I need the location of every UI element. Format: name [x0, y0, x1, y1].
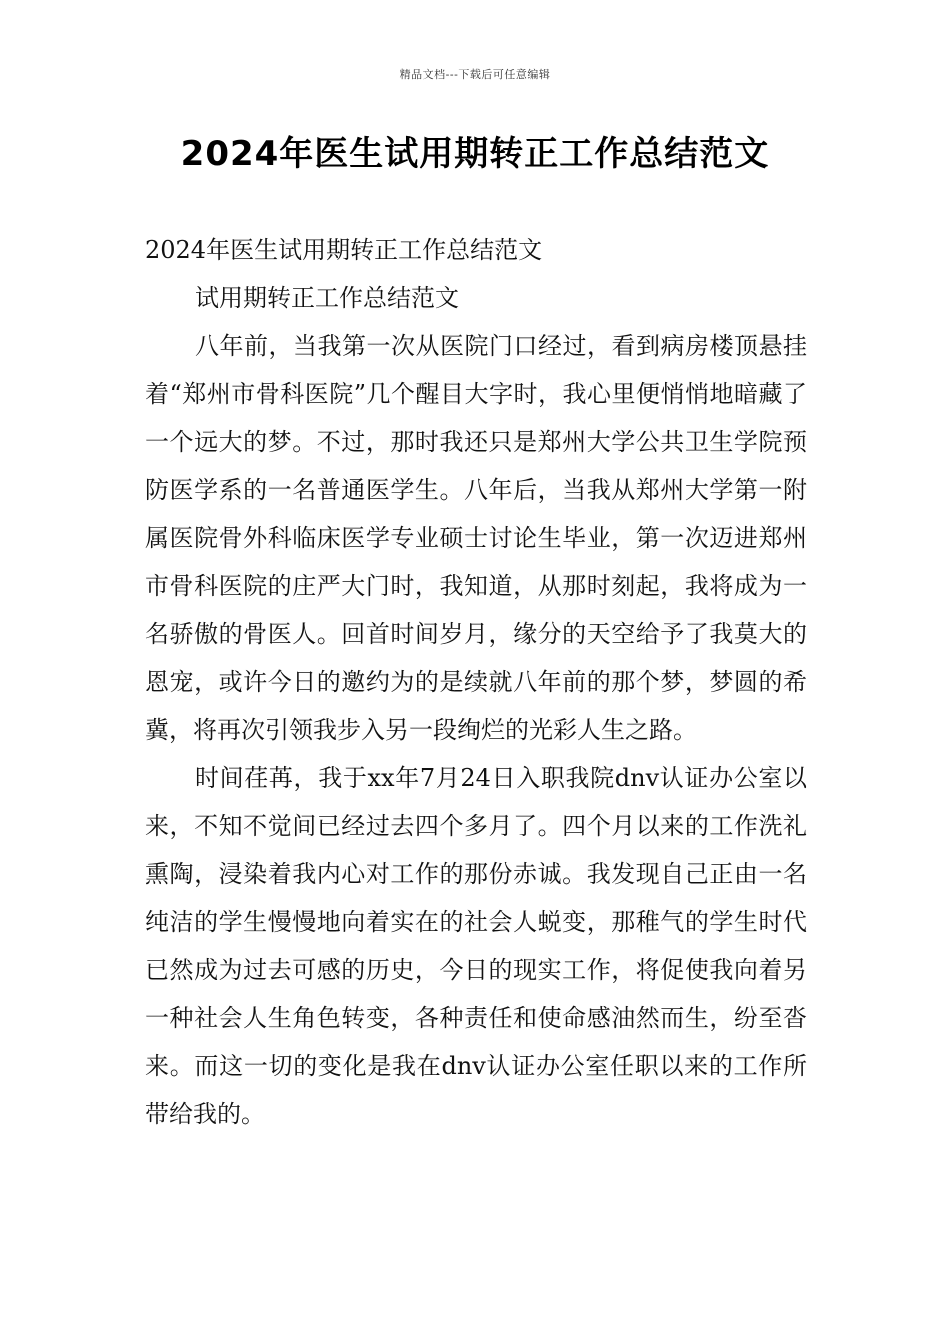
document-title: 2024年医生试用期转正工作总结范文	[180, 134, 770, 174]
paragraph-1: 八年前，当我第一次从医院门口经过，看到病房楼顶悬挂着“郑州市骨科医院”几个醒目大字时，我心里便悄悄地暗藏了一个远大的梦。不过，那时我还只是郑州大学公共卫生学院预防医学系的一名普通医学生。八年后，当我从郑州大学第一附属医院骨外科临床医学专业硕士讨论生毕业，第一次迈进郑州市骨科医院的庄严大门时，我知道，从那时刻起，我将成为一名骄傲的骨医人。回首时间岁月，缘分的天空给予了我莫大的恩宠，或许今日的邀约为的是续就八年前的那个梦，梦圆的希冀，将再次引领我步入另一段绚烂的光彩人生之路。	[145, 332, 807, 744]
section-heading: 试用期转正工作总结范文	[195, 284, 459, 312]
document-body	[145, 226, 807, 1138]
paragraph-2: 时间荏苒，我于xx年7月24日入职我院dnv认证办公室以来，不知不觉间已经过去四个多月了。四个月以来的工作洗礼熏陶，浸染着我内心对工作的那份赤诚。我发现自己正由一名纯洁的学生慢慢地向着实在的社会人蜕变，那稚气的学生时代已然成为过去可感的历史，今日的现实工作，将促使我向着另一种社会人生角色转变，各种责任和使命感油然而生，纷至沓来。而这一切的变化是我在dnv认证办公室任职以来的工作所带给我的。	[145, 764, 807, 1128]
subtitle-line: 2024年医生试用期转正工作总结范文	[145, 236, 543, 264]
page-header-note: 精品文档---下载后可任意编辑	[399, 68, 551, 81]
